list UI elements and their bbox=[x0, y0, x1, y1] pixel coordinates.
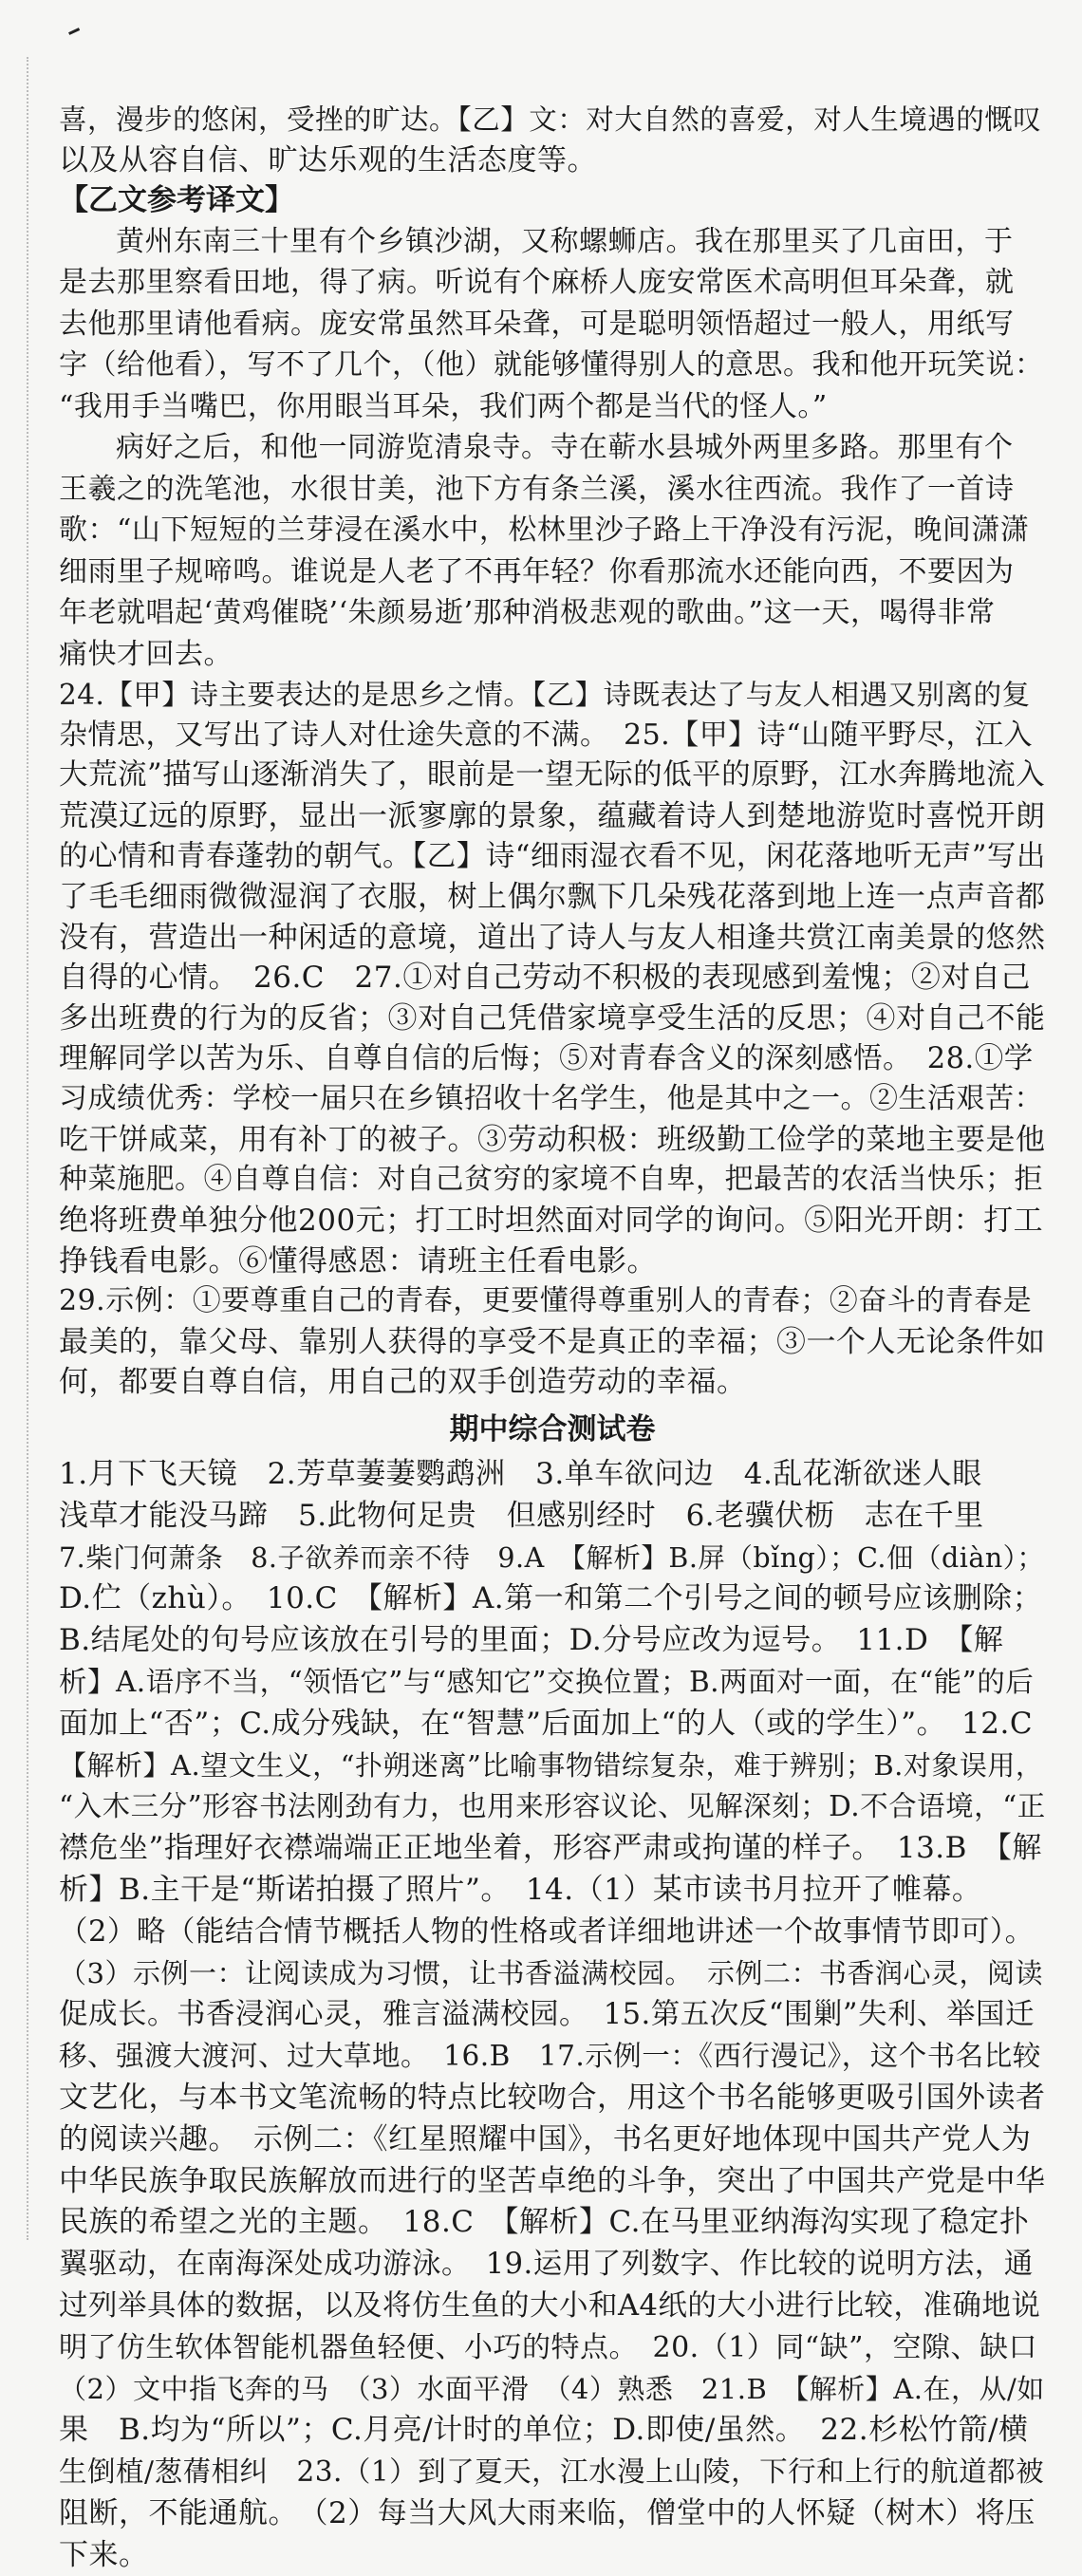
text-line: 移、强渡大渡河、过大草地。 16.B 17.示例一：《西行漫记》，这个书名比较 bbox=[59, 2040, 1041, 2073]
text-line: （2）文中指飞奔的马 （3）水面平滑 （4）熟悉 21.B 【解析】A.在，从/如 bbox=[59, 2372, 1045, 2405]
text-line: 痛快才回去。 bbox=[59, 637, 233, 671]
text-line: 细雨里子规啼鸣。谁说是人老了不再年轻？你看那流水还能向西，不要因为 bbox=[59, 554, 1015, 588]
text-line: 理解同学以苦为乐、自尊自信的后悔；⑤对青春含义的深刻感悟。 28.①学 bbox=[59, 1041, 1034, 1075]
text-line: 明了仿生软体智能机器鱼轻便、小巧的特点。 20.（1）同“缺”，空隙、缺口 bbox=[59, 2330, 1037, 2364]
text-line: 1.月下飞天镜 2.芳草萋萋鹦鹉洲 3.单车欲问边 4.乱花渐欲迷人眼 bbox=[59, 1456, 982, 1491]
text-line: 是去那里察看田地，得了病。听说有个麻桥人庞安常医术高明但耳朵聋，就 bbox=[59, 266, 1015, 300]
text-line: 大荒流”描写山逐渐消失了，眼前是一望无际的低平的原野，江水奔腾地流入 bbox=[59, 758, 1046, 793]
exam-title: 期中综合测试卷 bbox=[449, 1411, 656, 1447]
text-line: 以及从容自信、旷达乐观的生活态度等。 bbox=[59, 142, 597, 177]
page-content bbox=[59, 100, 1046, 2576]
text-line: 多出班费的行为的反省；③对自己凭借家境享受生活的反思；④对自己不能 bbox=[59, 1001, 1046, 1036]
text-line: 生倒植/葱蒨相纠 23.（1）到了夏天，江水漫上山陵，下行和上行的航道都被 bbox=[59, 2455, 1045, 2489]
text-line: 王羲之的洗笔池，水很甘美，池下方有条兰溪，溪水往西流。我作了一首诗 bbox=[59, 472, 1015, 506]
text-line: 去他那里请他看病。庞安常虽然耳朵聋，可是聪明领悟超过一般人，用纸写 bbox=[59, 307, 1015, 341]
text-line: 最美的，靠父母、靠别人获得的享受不是真正的幸福；③一个人无论条件如 bbox=[59, 1324, 1046, 1359]
text-line: “入木三分”形容书法刚劲有力，也用来形容议论、见解深刻；D.不合语境，“正 bbox=[59, 1790, 1046, 1823]
text-line: 浅草才能没马蹄 5.此物何足贵 但感别经时 6.老骥伏枥 志在千里 bbox=[59, 1498, 984, 1533]
binding-margin bbox=[27, 57, 30, 2240]
exam-answers-block bbox=[59, 1454, 1046, 2576]
text-line: 24.【甲】诗主要表达的是思乡之情。【乙】诗既表达了与友人相遇又别离的复 bbox=[59, 679, 1031, 712]
text-line: 病好之后，和他一同游览清泉寺。寺在蕲水县城外两里多路。那里有个 bbox=[116, 431, 1014, 465]
text-line: 字（给他看），写不了几个，（他）就能够懂得别人的意思。我和他开玩笑说： bbox=[59, 348, 1044, 383]
text-line: （2）略（能结合情节概括人物的性格或者详细地讲述一个故事情节即可）。 bbox=[59, 1914, 1035, 1949]
text-line: 中华民族争取民族解放而进行的坚苦卓绝的斗争，突出了中国共产党是中华 bbox=[59, 2163, 1046, 2198]
text-line: 29.示例：①要尊重自己的青春，更要懂得尊重别人的青春；②奋斗的青春是 bbox=[59, 1284, 1033, 1318]
text-line: 促成长。书香浸润心灵，雅言溢满校园。 15.第五次反“围剿”失利、举国迁 bbox=[59, 1998, 1035, 2032]
text-line: 杂情思，又写出了诗人对仕途失意的不满。 25.【甲】诗“山随平野尽，江入 bbox=[59, 718, 1034, 752]
text-line: 襟危坐”指理好衣襟端端正正地坐着，形容严肃或拘谨的样子。 13.B 【解 bbox=[59, 1831, 1042, 1866]
text-line: 绝将班费单独分他200元；打工时坦然面对同学的询问。⑤阳光开朗：打工 bbox=[59, 1204, 1044, 1238]
text-line: 自得的心情。 26.C 27.①对自己劳动不积极的表现感到羞愧；②对自己 bbox=[59, 961, 1031, 996]
text-line: 歌：“山下短短的兰芽浸在溪水中，松林里沙子路上干净没有污泥，晚间潇潇 bbox=[59, 513, 1030, 548]
text-line: “我用手当嘴巴，你用眼当耳朵，我们两个都是当代的怪人。” bbox=[59, 389, 828, 423]
text-line: 荒漠辽远的原野，显出一派寥廓的景象，蕴藏着诗人到楚地游览时喜悦开朗 bbox=[59, 799, 1046, 834]
text-line: D.伫（zhù）。 10.C 【解析】A.第一和第二个引号之间的顿号应该删除； bbox=[59, 1581, 1043, 1616]
text-line: 的心情和青春蓬勃的朝气。【乙】诗“细雨湿衣看不见，闲花落地听无声”写出 bbox=[59, 839, 1046, 873]
text-line: 面加上“否”；C.成分残缺，在“智慧”后面加上“的人（或的学生）”。 12.C bbox=[59, 1706, 1034, 1741]
text-line: 文艺化，与本书文笔流畅的特点比较吻合，用这个书名能够更吸引国外读者 bbox=[59, 2080, 1046, 2115]
text-line: 民族的希望之光的主题。 18.C 【解析】C.在马里亚纳海沟实现了稳定扑 bbox=[59, 2205, 1030, 2240]
text-line: 种菜施肥。④自尊自信：对自己贫穷的家境不自卑，把最苦的农活当快乐；拒 bbox=[59, 1163, 1043, 1197]
text-line: 年老就唱起‘黄鸡催晓’‘朱颜易逝’那种消极悲观的歌曲。”这一天，喝得非常 bbox=[59, 596, 996, 630]
text-line: B.结尾处的句号应该放在引号的里面；D.分号应改为逗号。 11.D 【解 bbox=[59, 1623, 1004, 1658]
text-line: 喜，漫步的悠闲，受挫的旷达。【乙】文：对大自然的喜爱，对人生境遇的慨叹 bbox=[59, 103, 1042, 136]
text-line: 的阅读兴趣。 示例二：《红星照耀中国》，书名更好地体现中国共产党人为 bbox=[59, 2121, 1032, 2156]
text-line: 挣钱看电影。⑥懂得感恩：请班主任看电影。 bbox=[59, 1243, 657, 1279]
text-line: 黄州东南三十里有个乡镇沙湖，又称螺蛳店。我在那里买了几亩田，于 bbox=[116, 224, 1014, 258]
text-line: 7.柴门何萧条 8.子欲养而亲不待 9.A 【解析】B.屏（bǐng）；C.佃（diàn）； bbox=[59, 1541, 1045, 1574]
text-line: 阻断，不能通航。 （2）每当大风大雨来临，僧堂中的人怀疑（树木）将压 bbox=[59, 2495, 1035, 2530]
intro-block bbox=[59, 100, 1046, 180]
text-line: 析】B.主干是“斯诺拍摄了照片”。 14.（1）某市读书月拉开了帷幕。 bbox=[59, 1872, 982, 1907]
text-line: （3）示例一：让阅读成为习惯，让书香溢满校园。 示例二：书香润心灵，阅读 bbox=[59, 1956, 1043, 1989]
text-line: 何，都要自尊自信，用自己的双手创造劳动的幸福。 bbox=[59, 1365, 747, 1400]
translation-block bbox=[59, 221, 1046, 676]
text-line: 析】A.语序不当，“领悟它”与“感知它”交换位置；B.两面对一面，在“能”的后 bbox=[59, 1665, 1035, 1698]
text-line: 吃干饼咸菜，用有补丁的被子。③劳动积极：班级勤工俭学的菜地主要是他 bbox=[59, 1122, 1046, 1157]
section-title: 【乙文参考译文】 bbox=[59, 183, 294, 218]
text-line: 【解析】A.望文生义，“扑朔迷离”比喻事物错综复杂，难于辨别；B.对象误用， bbox=[59, 1748, 1044, 1782]
corner-mark bbox=[65, 19, 80, 35]
text-line: 翼驱动，在南海深处成功游泳。 19.运用了列数字、作比较的说明方法，通 bbox=[59, 2248, 1034, 2282]
text-line: 下来。 bbox=[59, 2537, 149, 2572]
text-line: 没有，营造出一种闲适的意境，道出了诗人与友人相逢共赏江南美景的悠然 bbox=[59, 920, 1046, 955]
text-line: 习成绩优秀：学校一届只在乡镇招收十名学生，他是其中之一。②生活艰苦： bbox=[59, 1082, 1043, 1116]
answers-block bbox=[59, 675, 1046, 1403]
text-line: 果 B.均为“所以”；C.月亮/计时的单位；D.即使/虽然。 22.杉松竹箭/横 bbox=[59, 2413, 1029, 2448]
text-line: 了毛毛细雨微微湿润了衣服，树上偶尔飘下几朵残花落到地上连一点声音都 bbox=[59, 880, 1046, 915]
text-line: 过列举具体的数据，以及将仿生鱼的大小和A4纸的大小进行比较，准确地说 bbox=[59, 2288, 1041, 2323]
